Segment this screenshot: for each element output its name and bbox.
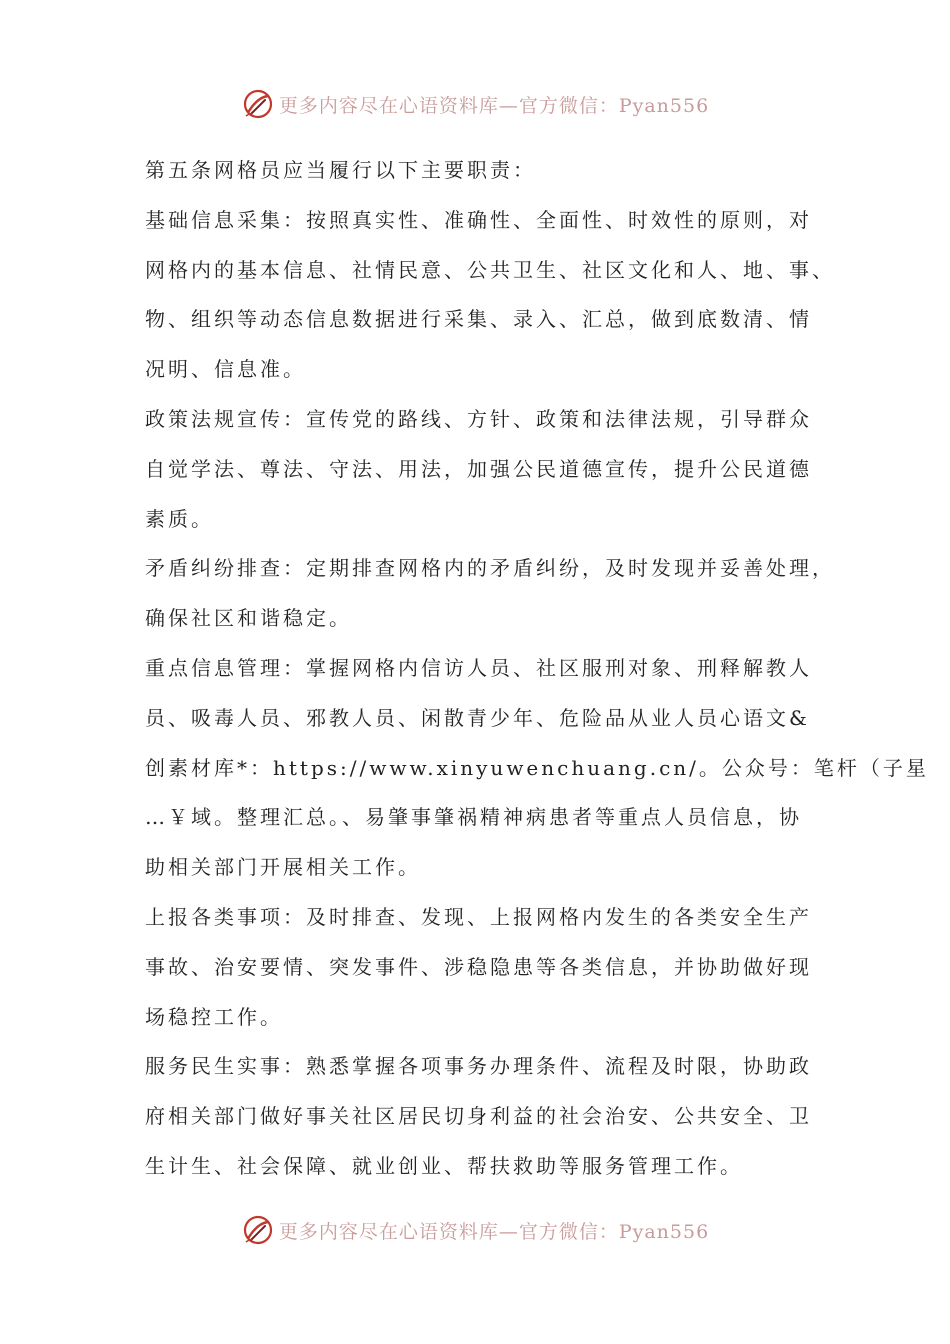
doc-line: 素质。 [145, 506, 214, 531]
header-watermark-banner [0, 84, 950, 124]
doc-line-heading: 第五条网格员应当履行以下主要职责： [145, 158, 536, 182]
doc-line: 基础信息采集：按照真实性、准确性、全面性、时效性的原则，对 [145, 207, 812, 232]
doc-line: 物、组织等动态信息数据进行采集、录入、汇总，做到底数清、情 [145, 307, 812, 332]
document-body [145, 146, 929, 1192]
doc-line: 助相关部门开展相关工作。 [145, 855, 421, 880]
doc-line: 况明、信息准。 [145, 357, 306, 382]
doc-line: 政策法规宣传：宣传党的路线、方针、政策和法律法规，引导群众 [145, 406, 812, 431]
pen-logo-icon [241, 87, 275, 121]
footer-watermark-banner [0, 1210, 950, 1250]
doc-line: 府相关部门做好事关社区居民切身利益的社会治安、公共安全、卫 [145, 1104, 812, 1129]
doc-line: 服务民生实事：熟悉掌握各项事务办理条件、流程及时限，协助政 [145, 1054, 812, 1079]
doc-line: 创素材库*：https://www.xinyuwenchuang.cn/。公众号：笔杆（子星 [145, 755, 929, 780]
doc-line: 生计生、社会保障、就业创业、帮扶救助等服务管理工作。 [145, 1153, 743, 1178]
doc-line: 重点信息管理：掌握网格内信访人员、社区服刑对象、刑释解教人 [145, 655, 812, 680]
doc-line: 网格内的基本信息、社情民意、公共卫生、社区文化和人、地、事、 [145, 257, 835, 282]
doc-line: 事故、治安要情、突发事件、涉稳隐患等各类信息，并协助做好现 [145, 954, 812, 979]
doc-line: 上报各类事项：及时排查、发现、上报网格内发生的各类安全生产 [145, 904, 812, 929]
doc-line: 员、吸毒人员、邪教人员、闲散青少年、危险品从业人员心语文& [145, 705, 810, 730]
doc-line: …￥域。整理汇总。、易肇事肇祸精神病患者等重点人员信息，协 [145, 805, 802, 830]
doc-line: 场稳控工作。 [145, 1004, 283, 1029]
doc-line: 自觉学法、尊法、守法、用法，加强公民道德宣传，提升公民道德 [145, 456, 812, 481]
doc-line: 确保社区和谐稳定。 [145, 606, 352, 631]
doc-line: 矛盾纠纷排查：定期排查网格内的矛盾纠纷，及时发现并妥善处理， [145, 556, 835, 581]
header-watermark-text: 更多内容尽在心语资料库—官方微信：Pyan556 [278, 94, 710, 117]
footer-watermark-text: 更多内容尽在心语资料库—官方微信：Pyan556 [278, 1220, 710, 1243]
pen-logo-icon [241, 1213, 275, 1247]
